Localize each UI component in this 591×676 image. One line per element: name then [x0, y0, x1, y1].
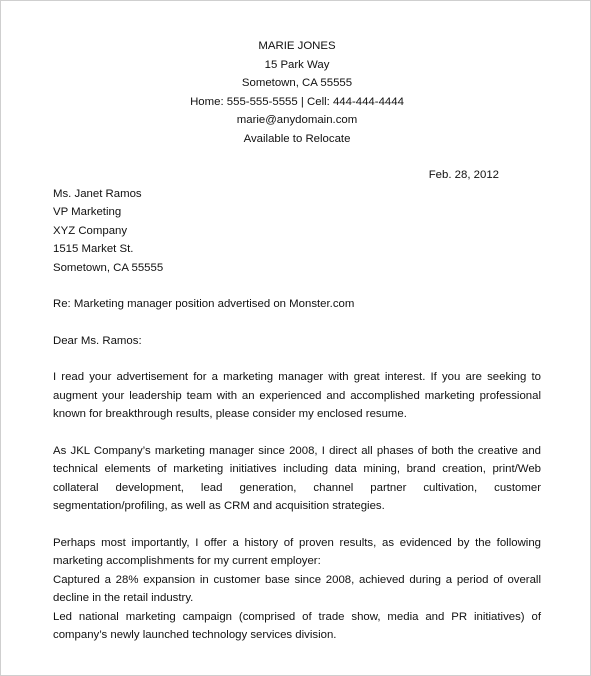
subject-line: Re: Marketing manager position advertised on Monster.com — [53, 298, 355, 310]
recipient-address — [53, 185, 541, 278]
recipient-name: Ms. Janet Ramos — [53, 187, 142, 200]
salutation: Dear Ms. Ramos: — [53, 334, 142, 347]
recipient-title: VP Marketing — [53, 206, 122, 218]
sender-header — [53, 37, 541, 148]
recipient-company: XYZ Company — [53, 224, 128, 237]
recipient-street: 1515 Market St. — [53, 243, 134, 255]
accomplishment-2: Led national marketing campaign (comprised of trade show, media and PR initiatives) of company’s newly launched technology services division. — [53, 610, 541, 641]
sender-relocate: Available to Relocate — [243, 132, 351, 145]
body-paragraph-3: Perhaps most importantly, I offer a history of proven results, as evidenced by the following marketing accomplishments for my current employer: — [53, 536, 541, 567]
sender-email: marie@anydomain.com — [236, 114, 358, 126]
letter-page — [53, 37, 541, 645]
sender-city: Sometown, CA 55555 — [241, 77, 353, 89]
accomplishment-1: Captured a 28% expansion in customer base since 2008, achieved during a period of overall decline in the retail industry. — [53, 573, 541, 604]
sender-name: MARIE JONES — [258, 40, 336, 52]
sender-street: 15 Park Way — [264, 58, 330, 71]
sender-phones: Home: 555-555-5555 | Cell: 444-444-4444 — [190, 95, 404, 108]
body-paragraph-2: As JKL Company’s marketing manager since 2008, I direct all phases of both the creative and technical elements of marketing initiatives including data mining, brand creation, print/Web collateral development, lead generation, channel partner cultivation, customer segmentation/profiling, as well as CRM and acquisition strategies. — [53, 444, 541, 512]
letter-date: Feb. 28, 2012 — [428, 169, 499, 181]
body-paragraph-1: I read your advertisement for a marketing manager with great interest. If you are seeking to augment your leadership team with an experienced and accomplished marketing professional known for breakthrough results, please consider my enclosed resume. — [53, 371, 541, 420]
recipient-city: Sometown, CA 55555 — [53, 261, 164, 274]
